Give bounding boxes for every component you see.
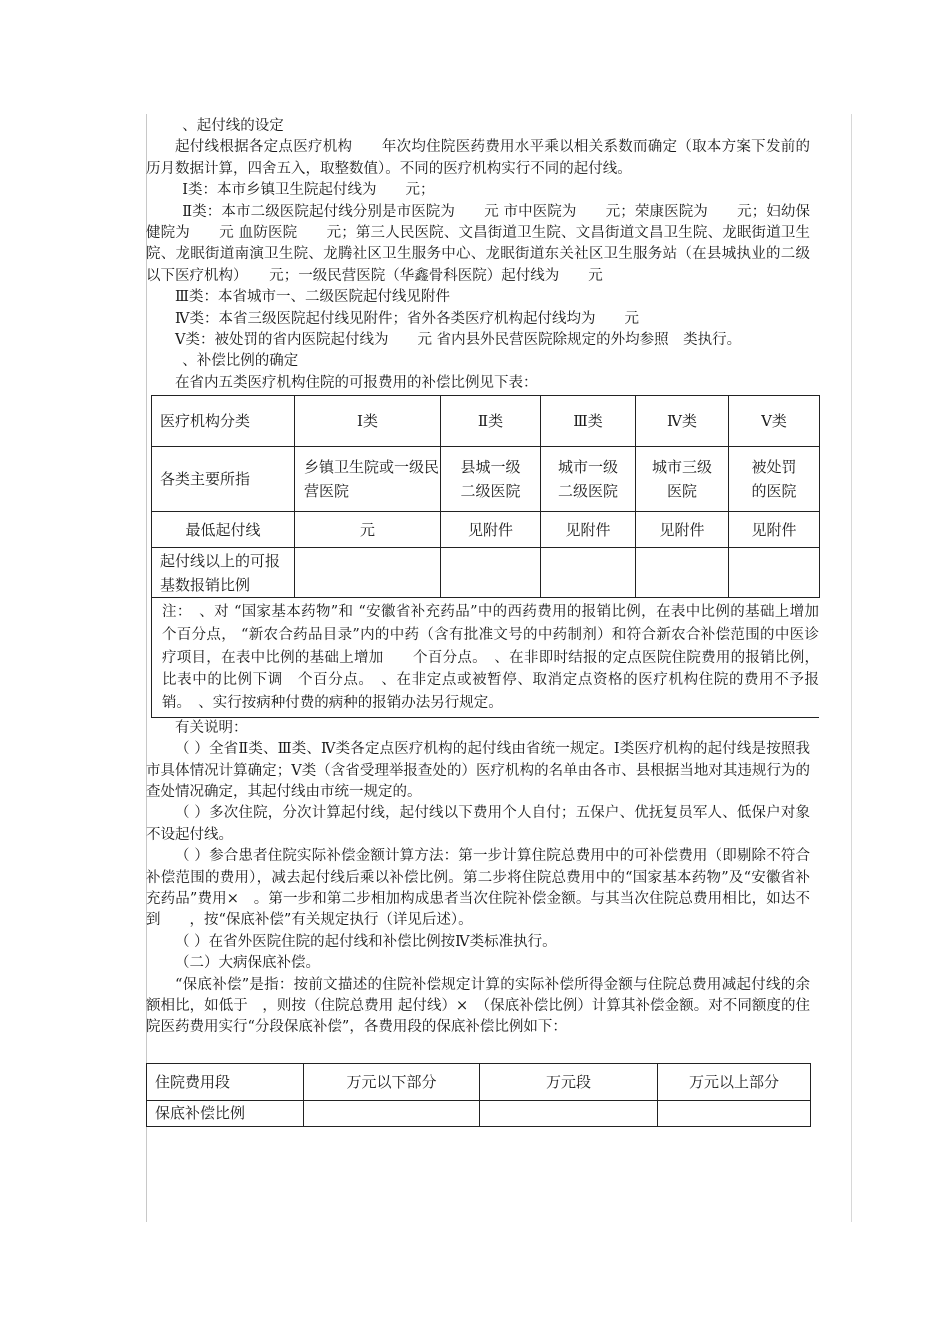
table-row (152, 548, 820, 598)
table-cell: Ⅰ类 (295, 396, 441, 447)
table-cell: 见附件 (636, 512, 729, 548)
table-cell (304, 1100, 480, 1126)
right-margin-line (851, 114, 852, 1222)
table-cell (441, 548, 541, 598)
table-cell: 住院费用段 (147, 1063, 304, 1100)
guarantee-paragraph: “保底补偿”是指：按前文描述的住院补偿规定计算的实际补偿所得金额与住院总费用减起付线的余额相比，如低于 ，则按（住院总费用 起付线）× （保底补偿比例）计算其补偿金额。对不同额度的住院医药费用实行“分段保底补偿”，各费用段的保底补偿比例如下： (146, 976, 810, 1036)
table-row (152, 512, 820, 548)
compensation-ratio-table (151, 395, 820, 598)
table-cell: 见附件 (441, 512, 541, 548)
table-cell: 保底补偿比例 (147, 1100, 304, 1126)
table-cell: 起付线以上的可报基数报销比例 (152, 548, 295, 598)
table-cell (658, 1100, 811, 1126)
table-cell: 被处罚的医院 (729, 447, 820, 512)
section-heading-guarantee: （二）大病保底补偿。 (175, 955, 320, 972)
explain-item: （ ）全省Ⅱ类、Ⅲ类、Ⅳ类各定点医疗机构的起付线由省统一规定。Ⅰ类医疗机构的起付线是按照我市具体情况计算确定；Ⅴ类（含省受理举报查处的）医疗机构的名单由各市、县根据当地对其违规行为的查处情况确定，其起付线由市统一规定的。 (146, 741, 810, 801)
class-5-text: Ⅴ类：被处罚的省内医院起付线为 元 省内县外民营医院除规定的外均参照 类执行。 (175, 332, 742, 349)
table-row (152, 396, 820, 447)
explain-title: 有关说明： (175, 719, 248, 736)
table-cell: Ⅱ类 (441, 396, 541, 447)
table-cell (295, 548, 441, 598)
table-cell: 城市一级二级医院 (541, 447, 636, 512)
class-3-text: Ⅲ类：本省城市一、二级医院起付线见附件 (175, 289, 450, 306)
explain-item: （ ）在省外医院住院的起付线和补偿比例按Ⅳ类标准执行。 (175, 933, 557, 950)
threshold-paragraph: 起付线根据各定点医疗机构 年次均住院医药费用水平乘以相关系数而确定（取本方案下发前的历月数据计算，四舍五入，取整数值）。不同的医疗机构实行不同的起付线。 (146, 139, 810, 177)
class-2-text: Ⅱ类：本市二级医院起付线分别是市医院为 元 市中医院为 元；荣康医院为 元；妇幼保健院为 元 血防医院 元；第三人民医院、文昌街道卫生院、文昌街道文昌卫生院、龙眠街道卫生院、龙眠街道南演卫生院、龙腾社区卫生服务中心、龙眠街道东关社区卫生服务站（在县城执业的二级以下医疗机构） 元；一级民营医院（华鑫骨科医院）起付线为 元 (146, 203, 810, 284)
explain-item: （ ）参合患者住院实际补偿金额计算方法：第一步计算住院总费用中的可补偿费用（即剔除不符合补偿范围的费用），减去起付线后乘以补偿比例。第二步将住院总费用中的“国家基本药物”及“安徽省补充药品”费用× 。第一步和第二步相加构成患者当次住院补偿金额。与其当次住院总费用相比，如达不到 ，按“保底补偿”有关规定执行（详见后述）。 (146, 848, 810, 929)
table-cell: 万元段 (480, 1063, 658, 1100)
table-cell: 万元以上部分 (658, 1063, 811, 1100)
document-page (146, 116, 834, 1127)
table-cell: 城市三级医院 (636, 447, 729, 512)
guarantee-ratio-table (146, 1063, 811, 1127)
table-cell: 最低起付线 (152, 512, 295, 548)
table-note: 注： 、对 “国家基本药物”和 “安徽省补充药品”中的西药费用的报销比例，在表中比例的基础上增加 个百分点， “新农合药品目录”内的中药（含有批准文号的中药制剂）和符合新农合补偿范围的中医诊疗项目，在表中比例的基础上增加 个百分点。 、在非即时结报的定点医院住院费用的报销比例，比表中的比例下调 个百分点。 、在非定点或被暂停、取消定点资格的医疗机构住院的费用不予报销。 、实行按病种付费的病种的报销办法另行规定。 (151, 598, 819, 718)
table-cell: Ⅴ类 (729, 396, 820, 447)
class-1-text: Ⅰ类：本市乡镇卫生院起付线为 元； (182, 182, 435, 199)
table-row (147, 1063, 811, 1100)
table-cell: 万元以下部分 (304, 1063, 480, 1100)
table-cell (729, 548, 820, 598)
section-heading-ratio: 、补偿比例的确定 (182, 353, 299, 370)
ratio-paragraph: 在省内五类医疗机构住院的可报费用的补偿比例见下表： (175, 374, 538, 391)
table-cell: 县城一级二级医院 (441, 447, 541, 512)
table-cell: 乡镇卫生院或一级民营医院 (295, 447, 441, 512)
table-cell: 见附件 (729, 512, 820, 548)
table-row (147, 1100, 811, 1126)
table-cell: Ⅲ类 (541, 396, 636, 447)
table-cell: 元 (295, 512, 441, 548)
table-cell (541, 548, 636, 598)
explain-item: （ ）多次住院，分次计算起付线，起付线以下费用个人自付；五保户、优抚复员军人、低保户对象不设起付线。 (146, 805, 810, 843)
table-cell: 各类主要所指 (152, 447, 295, 512)
table-cell (636, 548, 729, 598)
class-4-text: Ⅳ类：本省三级医院起付线见附件；省外各类医疗机构起付线均为 元 (175, 310, 639, 327)
table-cell (480, 1100, 658, 1126)
table-cell: 见附件 (541, 512, 636, 548)
table-cell: 医疗机构分类 (152, 396, 295, 447)
table-cell: Ⅳ类 (636, 396, 729, 447)
table-row (152, 447, 820, 512)
section-heading-threshold: 、起付线的设定 (182, 118, 284, 134)
